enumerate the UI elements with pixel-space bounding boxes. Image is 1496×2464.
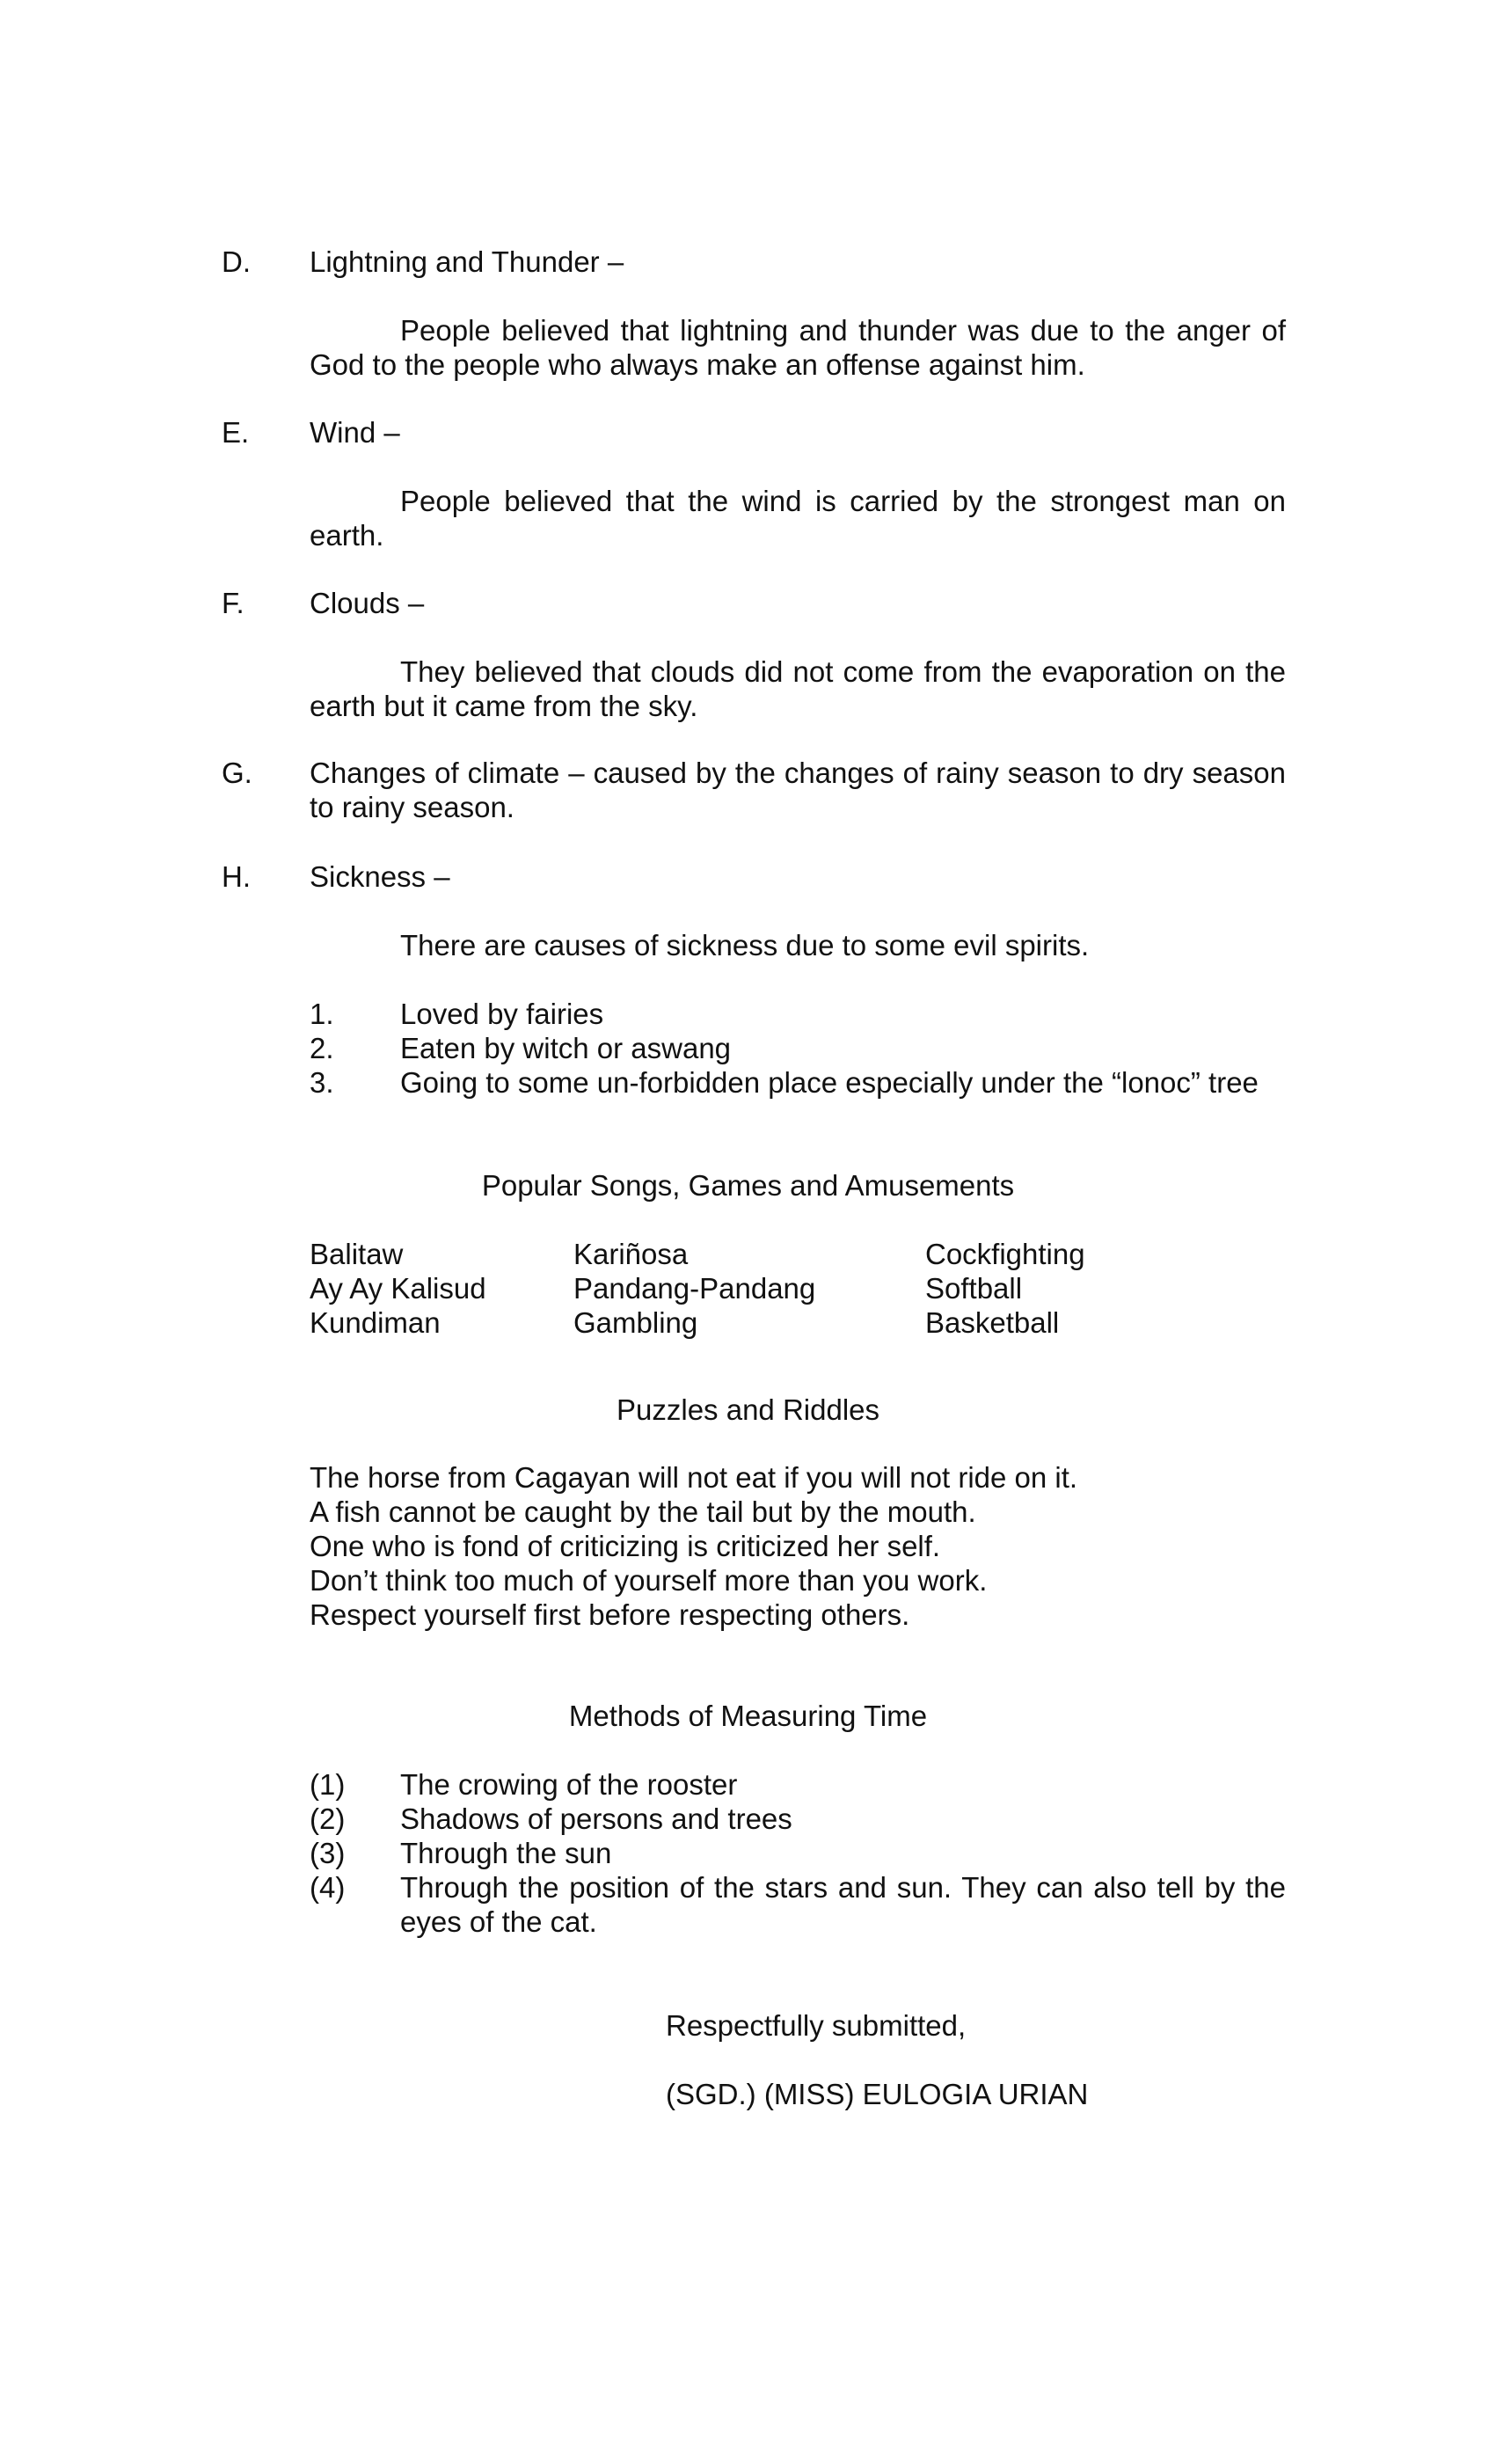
list-number: (2) (310, 1802, 346, 1835)
list-text: Eaten by witch or aswang (400, 1032, 732, 1064)
section-paragraph: There are causes of sickness due to some evil spirits. (400, 929, 1090, 961)
section-paragraph: They believed that clouds did not come from the evaporation on the earth but it came from the sky. (310, 655, 1286, 722)
list-text: Through the position of the stars and sun. They can also tell by the eyes of the cat. (400, 1871, 1286, 1938)
riddle-line: One who is fond of criticizing is criticized her self. (310, 1530, 941, 1562)
list-item (310, 1767, 1286, 1802)
riddle-line: Don’t think too much of yourself more than you work. (310, 1564, 988, 1597)
puzzles-list (310, 1460, 1077, 1632)
list-item (310, 1065, 1286, 1100)
songs-column-2 (573, 1237, 815, 1340)
list-number: 2. (310, 1032, 334, 1064)
list-item: Gambling (573, 1306, 698, 1339)
songs-column-3 (925, 1237, 1085, 1340)
list-item: Ay Ay Kalisud (310, 1272, 486, 1305)
section-heading: Clouds – (310, 587, 425, 619)
songs-column-1 (310, 1237, 486, 1340)
list-item (310, 997, 1286, 1031)
section-letter: F. (222, 587, 244, 619)
list-item: Softball (925, 1272, 1023, 1305)
list-text: Loved by fairies (400, 998, 604, 1030)
section-paragraph: Changes of climate – caused by the changes of rainy season to dry season to rainy season. (310, 757, 1286, 823)
section-heading: Lightning and Thunder – (310, 245, 624, 278)
list-item (310, 1836, 1286, 1870)
section-heading: Sickness – (310, 860, 450, 893)
section-paragraph: People believed that the wind is carried by the strongest man on earth. (310, 485, 1286, 552)
list-item (310, 1870, 1286, 1939)
section-heading: Wind – (310, 416, 400, 449)
list-item: Balitaw (310, 1238, 404, 1270)
list-text: The crowing of the rooster (400, 1768, 738, 1801)
signature-line: (SGD.) (MISS) EULOGIA URIAN (666, 2078, 1089, 2110)
methods-list (310, 1767, 1286, 1939)
list-number: 1. (310, 998, 334, 1030)
section-letter: G. (222, 757, 252, 789)
list-item: Kundiman (310, 1306, 441, 1339)
riddle-line: A fish cannot be caught by the tail but by the mouth. (310, 1495, 976, 1528)
list-item (310, 1802, 1286, 1836)
list-item: Kariñosa (573, 1238, 689, 1270)
list-item: Cockfighting (925, 1238, 1085, 1270)
riddle-line: The horse from Cagayan will not eat if you will not ride on it. (310, 1461, 1078, 1494)
section-letter: E. (222, 416, 250, 449)
list-number: (3) (310, 1837, 346, 1869)
riddle-line: Respect yourself first before respecting others. (310, 1598, 910, 1631)
list-number: (4) (310, 1871, 346, 1904)
section-letter: H. (222, 860, 251, 893)
sickness-list (310, 997, 1286, 1100)
section-paragraph: People believed that lightning and thunder was due to the anger of God to the people who always make an offense against him. (310, 314, 1286, 381)
list-text: Through the sun (400, 1837, 612, 1869)
songs-title: Popular Songs, Games and Amusements (481, 1169, 1015, 1202)
list-number: (1) (310, 1768, 346, 1801)
list-item: Basketball (925, 1306, 1060, 1339)
list-number: 3. (310, 1066, 334, 1099)
list-item (310, 1031, 1286, 1065)
closing-line: Respectfully submitted, (666, 2009, 967, 2042)
methods-title: Methods of Measuring Time (568, 1700, 928, 1732)
list-text: Shadows of persons and trees (400, 1802, 792, 1835)
puzzles-title: Puzzles and Riddles (617, 1393, 879, 1426)
list-text: Going to some un-forbidden place especially under the “lonoc” tree (400, 1066, 1259, 1099)
list-item: Pandang-Pandang (573, 1272, 816, 1305)
section-letter: D. (222, 245, 251, 278)
